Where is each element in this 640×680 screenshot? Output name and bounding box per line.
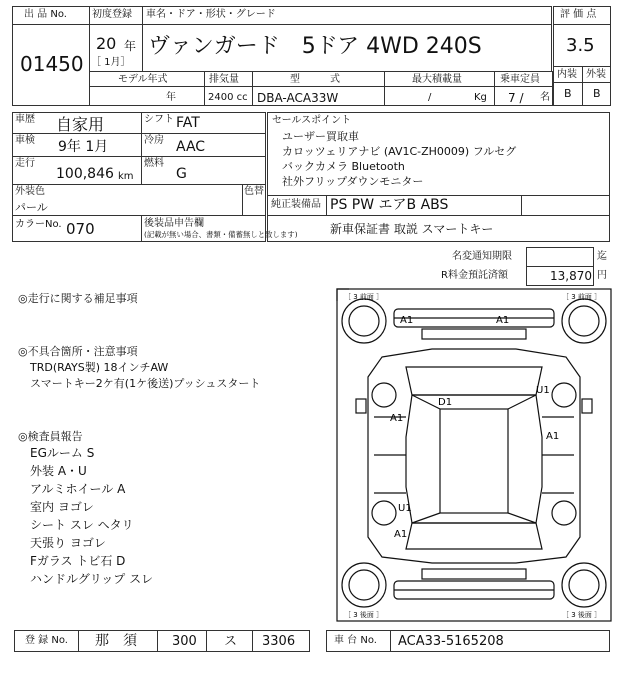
type-label: 型 式 — [290, 74, 340, 85]
recycle-label: R料金預託済額 — [441, 270, 508, 281]
inspector-line: シート スレ ヘタリ — [30, 518, 134, 532]
inspection-label: 車検 — [15, 135, 35, 146]
damage-mark: A1 — [546, 431, 560, 442]
sales-point-line: カロッツェリアナビ (AV1C-ZH0009) フルセグ — [282, 145, 517, 158]
corner-label-tl: ［ 3 前面 ］ — [344, 293, 384, 301]
grade-label: 評 価 点 — [560, 9, 597, 20]
mileage-value: 100,846 — [56, 166, 114, 182]
sales-points-label: セールスポイント — [272, 115, 352, 126]
reg-number: 3306 — [262, 634, 296, 649]
car-name: ヴァンガード 5ドア 4WD 240S — [148, 34, 482, 59]
sales-point-line: バックカメラ Bluetooth — [282, 160, 405, 173]
color-no-label: カラーNo. — [15, 219, 62, 230]
lot-label: 出 品 No. — [24, 9, 67, 20]
corner-label-tr: ［ 3 前面 ］ — [562, 293, 602, 301]
wheel-side-rr — [552, 501, 576, 525]
reg-class: 300 — [172, 634, 197, 649]
color-no-value: 070 — [66, 220, 95, 238]
model-year-label: モデル年式 — [118, 74, 168, 85]
name-label: 車名・ドア・形状・グレード — [146, 9, 276, 20]
model-year-unit: 年 — [166, 92, 176, 103]
wheel-side-rl — [372, 501, 396, 525]
equipment-label: 純正装備品 — [271, 199, 321, 210]
sales-point-line: 社外フリップダウンモニター — [282, 175, 424, 188]
roof — [440, 409, 508, 513]
recycle-value: 13,870 — [550, 269, 592, 283]
interior-value: B — [564, 87, 572, 100]
year-value: 20 — [96, 34, 117, 53]
post-install-note: (記載が無い場合、書類・備蓄無しと致します) — [144, 230, 298, 239]
inspector-line: ハンドルグリップ スレ — [30, 572, 154, 586]
shift-label: シフト — [144, 114, 174, 125]
sales-point-line: ユーザー買取車 — [282, 130, 359, 143]
month-value: ［ 1月］ — [91, 57, 131, 68]
damage-mark: A1 — [390, 413, 404, 424]
color-label: 外装色 — [15, 186, 45, 197]
color-change-label: 色替 — [244, 186, 264, 197]
reg-kana: ス — [224, 634, 238, 649]
shift-value: FAT — [176, 115, 200, 131]
year-unit: 年 — [124, 39, 137, 53]
chassis-label: 車 台 No. — [334, 635, 377, 646]
first-reg-label: 初度登録 — [92, 9, 132, 20]
inspector-line: 外装 A・U — [30, 464, 87, 478]
inspector-line: 室内 ヨゴレ — [30, 500, 94, 514]
reg-region: 那 須 — [95, 633, 137, 649]
lot-number: 01450 — [20, 52, 84, 76]
wheel-side-fl — [372, 383, 396, 407]
inspector-line: 天張り ヨゴレ — [30, 536, 106, 550]
defect-line: スマートキー2ケ有(1ケ後送)プッシュスタート — [30, 377, 261, 390]
history-value: 自家用 — [56, 115, 105, 134]
color-value: パール — [15, 201, 48, 214]
fuel-value: G — [176, 166, 187, 182]
corner-label-br: ［ 3 後面 ］ — [562, 611, 602, 619]
corner-label-bl: ［ 3 後面 ］ — [344, 611, 384, 619]
name-change-unit: 迄 — [597, 251, 607, 262]
defects-title: ◎不具合箇所・注意事項 — [18, 345, 138, 358]
inspector-title: ◎検査員報告 — [18, 430, 83, 443]
damage-mark: A1 — [400, 315, 414, 326]
exterior-label: 外装 — [586, 69, 606, 80]
exterior-value: B — [593, 87, 601, 100]
fuel-label: 燃料 — [144, 158, 164, 169]
ac-label: 冷房 — [144, 135, 164, 146]
ac-value: AAC — [176, 139, 206, 155]
mileage-unit: km — [118, 171, 134, 182]
mileage-label: 走行 — [15, 158, 35, 169]
damage-mark: D1 — [438, 397, 453, 408]
recycle-unit: 円 — [597, 270, 607, 281]
capacity-label: 乗車定員 — [500, 74, 540, 85]
capacity-unit: 名 — [540, 92, 550, 103]
load-value: / — [428, 92, 432, 103]
displacement-label: 排気量 — [209, 74, 239, 85]
damage-mark: A1 — [394, 529, 408, 540]
name-change-label: 名変通知期限 — [452, 251, 512, 262]
inspector-line: Fガラス トビ石 D — [30, 554, 126, 568]
load-label: 最大積載量 — [412, 74, 462, 85]
interior-label: 内装 — [557, 69, 577, 80]
car-diagram — [336, 287, 612, 623]
defect-line: TRD(RAYS製) 18インチAW — [30, 361, 169, 374]
name-change-field — [526, 247, 594, 267]
chassis-value: ACA33-5165208 — [398, 634, 504, 649]
grade-value: 3.5 — [566, 35, 595, 56]
type-value: DBA-ACA33W — [257, 91, 339, 105]
warranty-value: 新車保証書 取説 スマートキー — [330, 222, 494, 236]
displacement-value: 2400 cc — [208, 92, 248, 103]
driving-notes-title: ◎走行に関する補足事項 — [18, 292, 138, 305]
damage-mark: U1 — [398, 503, 412, 514]
inspection-value: 9年 1月 — [58, 139, 109, 155]
history-label: 車歴 — [15, 114, 35, 125]
capacity-value: 7 / — [508, 91, 524, 105]
inspector-line: EGルーム S — [30, 446, 95, 460]
post-install-label: 後装品申告欄 — [144, 218, 204, 229]
damage-mark: U1 — [536, 385, 550, 396]
wheel-side-fr — [552, 383, 576, 407]
inspector-line: アルミホイール A — [30, 482, 126, 496]
damage-mark: A1 — [496, 315, 510, 326]
reg-label: 登 録 No. — [25, 635, 68, 646]
load-unit: Kg — [474, 92, 487, 103]
equipment-value: PS PW エアB ABS — [330, 197, 449, 213]
